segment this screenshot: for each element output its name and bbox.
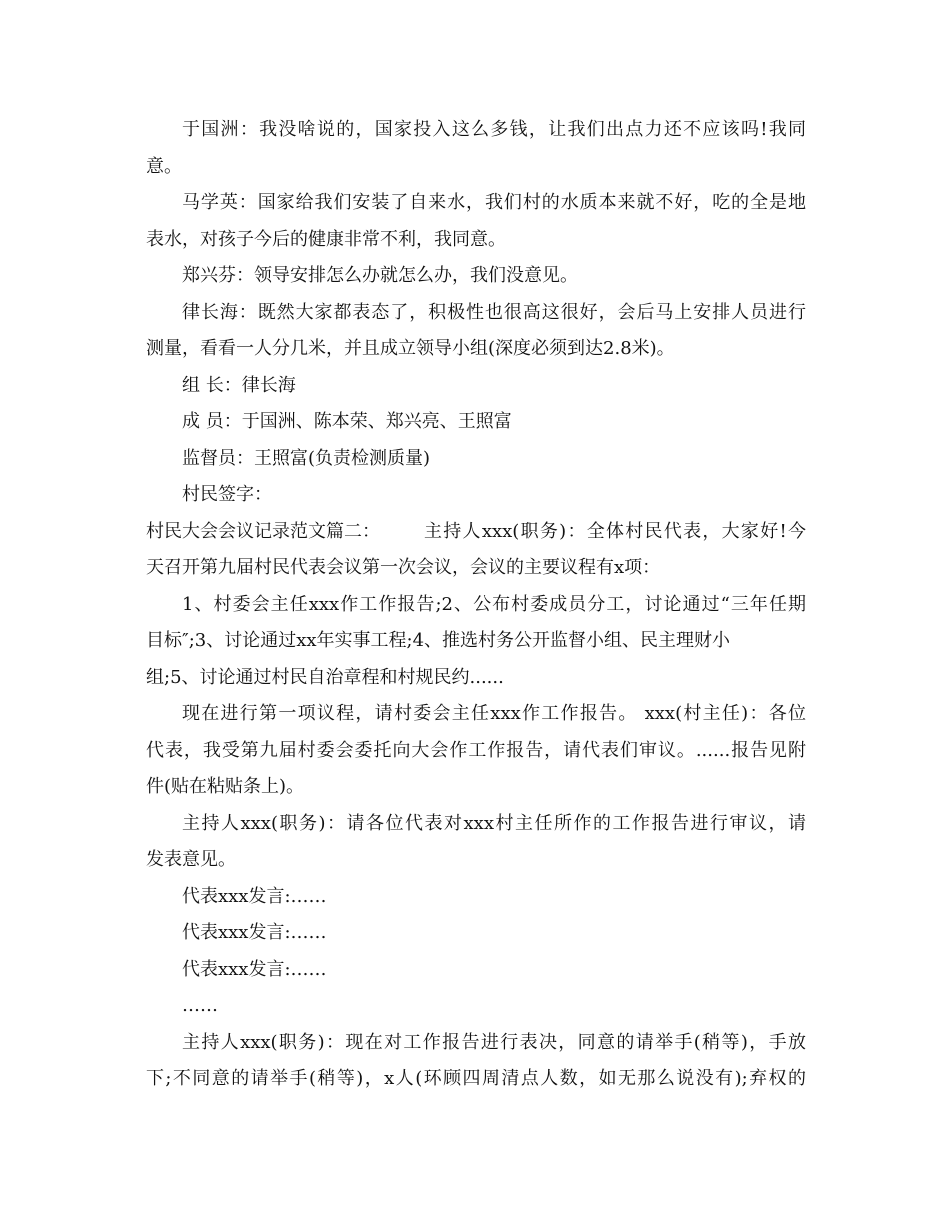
text-line: 目标″;3、讨论通过xx年实事工程;4、推选村务公开监督小组、民主理财小 [146, 630, 731, 651]
text-line: 测量，看看一人分几米，并且成立领导小组(深度必须到达2.8米)。 [146, 338, 675, 359]
text-line: 代表，我受第九届村委会委托向大会作工作报告，请代表们审议。......报告见附 [146, 739, 806, 761]
text-line: 下;不同意的请举手(稍等)，x人(环顾四周清点人数，如无那么说没有);弃权的 [146, 1068, 806, 1089]
text-line: 代表xxx发言:…… [182, 922, 327, 943]
text-line: 主持人xxx(职务)：请各位代表对xxx村主任所作的工作报告进行审议，请 [182, 812, 806, 834]
text-line: 郑兴芬：领导安排怎么办就怎么办，我们没意见。 [182, 265, 578, 286]
text-line: 监督员：王照富(负责检测质量) [182, 447, 431, 469]
text-line: 意。 [146, 155, 182, 177]
text-line: 组;5、讨论通过村民自治章程和村规民约...... [146, 666, 504, 688]
text-line: 代表xxx发言:…… [182, 958, 327, 980]
text-line: 律长海：既然大家都表态了，积极性也很高这很好，会后马上安排人员进行 [182, 301, 806, 323]
text-line: 成 员：于国洲、陈本荣、郑兴亮、王照富 [182, 411, 512, 432]
paragraph-group-meeting-record [146, 550, 806, 1098]
text-line: 代表xxx发言:…… [182, 885, 327, 907]
text-line: 主持人xxx(职务)：现在对工作报告进行表决，同意的请举手(稍等)，手放 [182, 1031, 806, 1053]
text-line: 1、村委会主任xxx作工作报告;2、公布村委成员分工，讨论通过“三年任期 [182, 593, 806, 615]
text-line: 组 长：律长海 [182, 374, 296, 396]
section-title-line [146, 514, 806, 551]
text-line: 表水，对孩子今后的健康非常不利，我同意。 [146, 228, 506, 250]
document-body [146, 112, 806, 1098]
text-line: 于国洲：我没啥说的，国家投入这么多钱，让我们出点力还不应该吗!我同 [182, 119, 806, 140]
text-line: 现在进行第一项议程，请村委会主任xxx作工作报告。 xxx(村主任)：各位 [182, 703, 806, 724]
section-opening-text: 主持人xxx(职务)：全体村民代表，大家好!今 [424, 520, 806, 542]
text-line: 马学英：国家给我们安装了自来水，我们村的水质本来就不好，吃的全是地 [182, 192, 806, 213]
text-line: 天召开第九届村民代表会议第一次会议，会议的主要议程有x项： [146, 557, 661, 578]
text-line: …… [182, 995, 218, 1016]
paragraph-group-meeting-discussion [146, 112, 806, 514]
text-line: 件(贴在粘贴条上)。 [146, 776, 305, 797]
text-line: 发表意见。 [146, 849, 236, 870]
section-heading: 村民大会会议记录范文篇二： [146, 520, 380, 542]
text-line: 村民签字： [182, 484, 272, 505]
